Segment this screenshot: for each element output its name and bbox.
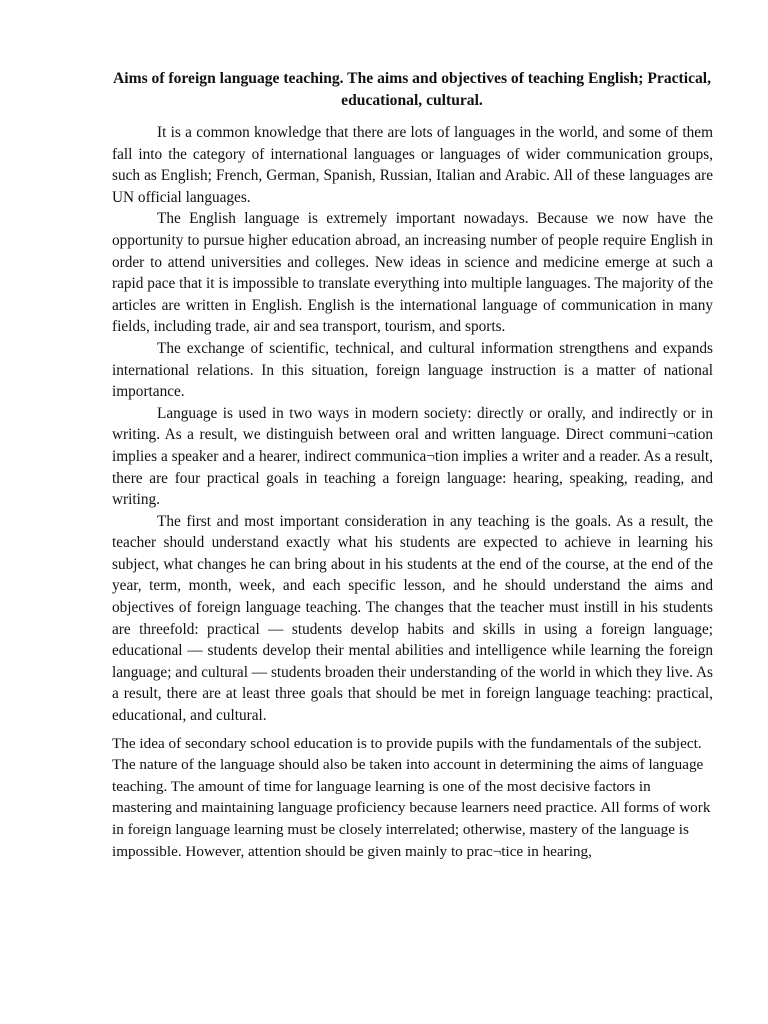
paragraph-english-importance: The English language is extremely important nowadays. Because we now have the opportunity to pursue higher education abroad, an increasing number of people require English in order to attend universities and colleges. New ideas in science and medicine emerge at such a rapid pace that it is impossible to translate everything into multiple languages. The majority of the articles are written in English. English is the international language of communication in many fields, including trade, air and sea transport, tourism, and sports. [112,210,713,336]
paragraph-secondary-education: The idea of secondary school education is to provide pupils with the fundamentals of the subject. The nature of the language should also be taken into account in determining the aims of language teaching. The amount of time for language learning is one of the most decisive factors in mastering and maintaining language proficiency because learners need practice. All forms of work in foreign language learning must be closely interrelated; otherwise, mastery of the language is impossible. However, attention should be given mainly to prac¬tice in hearing, [112,734,711,860]
paragraph-intro: It is a common knowledge that there are lots of languages in the world, and some of them fall into the category of international languages or languages of wider communication groups, such as English; French, German, Spanish, Russian, Italian and Arabic. All of these languages are UN official languages. [112,124,713,206]
document-body [112,122,713,862]
paragraph-teaching-goals: The first and most important consideration in any teaching is the goals. As a result, the teacher should understand exactly what his students are expected to achieve in learning his subject, what changes he can bring about in his students at the end of the course, at the end of the year, term, month, week, and each specific lesson, and he should understand the aims and objectives of foreign language teaching. The changes that the teacher must instill in his students are threefold: practical — students develop habits and skills in using a foreign language; educational — students develop their mental abilities and intelligence while learning the foreign language; and cultural — students broaden their understanding of the world in which they live. As a result, there are at least three goals that should be met in foreign language teaching: practical, educational, and cultural. [112,512,713,725]
document-title: Aims of foreign language teaching. The aims and objectives of teaching English; Practical, educational, cultural. [112,70,712,109]
paragraph-language-use: Language is used in two ways in modern society: directly or orally, and indirectly or in writing. As a result, we distinguish between oral and written language. Direct communi¬cation implies a speaker and a hearer, indirect communica¬tion implies a writer and a reader. As a result, there are four practical goals in teaching a foreign language: hearing, speaking, reading, and writing. [112,404,713,509]
paragraph-information-exchange: The exchange of scientific, technical, and cultural information strengthens and expands international relations. In this situation, foreign language instruction is a matter of national importance. [112,339,713,401]
